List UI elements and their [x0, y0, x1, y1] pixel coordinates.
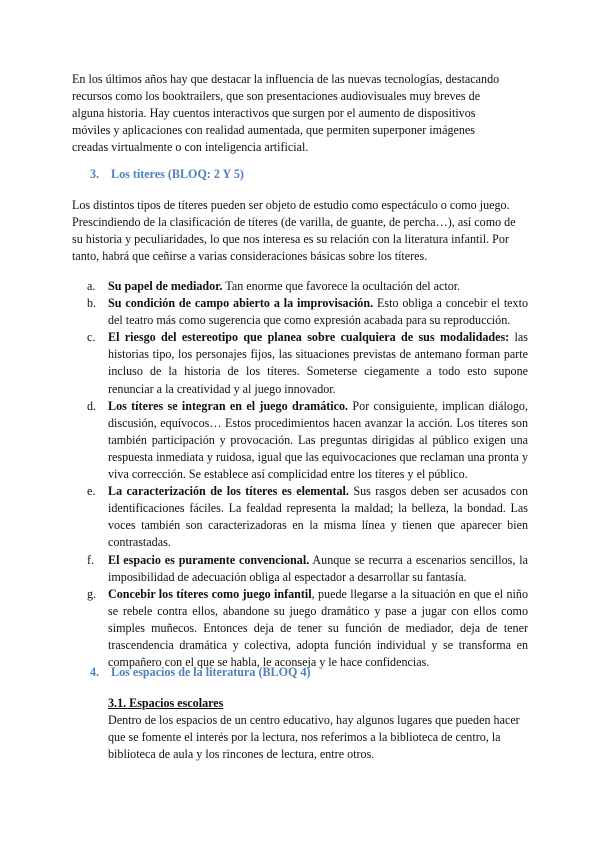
- subsection-line: Dentro de los espacios de un centro educativo, hay algunos lugares que pueden hacer: [108, 713, 520, 728]
- list-marker: f.: [87, 552, 95, 567]
- list-item-bold: Su condición de campo abierto a la improvisación.: [108, 296, 374, 311]
- paragraph-line: Los distintos tipos de títeres pueden ser objeto de estudio como espectáculo o como juego.: [72, 198, 510, 212]
- intro-line: móviles y aplicaciones con realidad aumentada, que permiten superponer imágenes: [72, 123, 475, 138]
- list-item: [87, 398, 528, 483]
- intro-line: En los últimos años hay que destacar la influencia de las nuevas tecnologías, destacando: [72, 72, 500, 86]
- list-item: [87, 586, 528, 671]
- list-item: [87, 483, 528, 551]
- section-4-heading: [90, 664, 311, 681]
- list-item-bold: Su papel de mediador.: [108, 279, 223, 293]
- list-marker: g.: [87, 586, 97, 601]
- list-item: [87, 295, 528, 329]
- list-item-bold: La caracterización de los títeres es elemental.: [108, 484, 349, 499]
- intro-paragraph: [72, 71, 532, 156]
- list-item: [87, 278, 528, 295]
- subsection-3-1: [108, 695, 528, 763]
- list-item-text: Por consiguiente, implican diálogo, discusión, equívocos… Estos procedimientos hacen avanzar la acción. Los títeres son también participación y provocación. Las preguntas dirigidas al público exigen una respuesta inmediata y ruidosa, igual que las equivocaciones que reclaman una pronta y viva corrección. Se establece así complicidad entre los títeres y el público.: [108, 398, 528, 482]
- list-item-text: las historias tipo, los personajes fijos, las situaciones previstas de antemano forman parte incluso de la historia de los títeres. Someterse ciegamente a todo esto supone renunciar a la creatividad y al juego innovador.: [108, 330, 528, 396]
- list-marker: e.: [87, 484, 96, 499]
- list-item-bold: Los títeres se integran en el juego dramático.: [108, 398, 349, 413]
- list-item-text: Esto obliga a concebir el texto del teatro más como sugerencia que como expresión acabada para su reproducción.: [108, 296, 529, 328]
- intro-line: recursos como los booktrailers, que son presentaciones audiovisuales muy breves de: [72, 89, 481, 104]
- intro-line: creadas virtualmente o con inteligencia artificial.: [72, 140, 309, 155]
- list-marker: b.: [87, 296, 97, 311]
- list-item-text: Tan enorme que favorece la ocultación del actor.: [222, 279, 461, 293]
- subsection-line: que se fomente el interés por la lectura, nos referimos a la biblioteca de centro, la: [108, 730, 501, 745]
- section-title: Los espacios de la literatura (BLOQ 4): [111, 665, 311, 679]
- list-item: [87, 552, 528, 586]
- section-title: Los títeres (BLOQ: 2 Y 5): [111, 167, 244, 181]
- list-item: [87, 329, 528, 397]
- paragraph-line: tanto, habrá que ceñirse a varias consideraciones básicas sobre los títeres.: [72, 249, 428, 264]
- considerations-list: [87, 278, 528, 671]
- section-number: 3.: [90, 167, 100, 181]
- list-item-text: Sus rasgos deben ser acusados con identificaciones fáciles. La fealdad representa la maldad; la belleza, la bondad. Las voces también son caracterizadoras en la misma línea y tienen que aparecer bien contrastadas.: [108, 484, 528, 550]
- titeres-paragraph: [72, 197, 528, 265]
- paragraph-line: Prescindiendo de la clasificación de títeres (de varilla, de guante, de percha…), así como de: [72, 215, 516, 230]
- subsection-title: 3.1. Espacios escolares: [108, 696, 224, 710]
- subsection-line: biblioteca de aula y los rincones de lectura, entre otros.: [108, 747, 375, 762]
- list-item-bold: Concebir los títeres como juego infantil: [108, 586, 312, 601]
- list-marker: d.: [87, 398, 97, 413]
- list-item-bold: El riesgo del estereotipo que planea sobre cualquiera de sus modalidades:: [108, 330, 510, 345]
- list-item-text: Aunque se recurra a escenarios sencillos, la imposibilidad de adecuación obliga al espectador a desarrollar su fantasía.: [108, 552, 528, 584]
- intro-line: alguna historia. Hay cuentos interactivos que surgen por el aumento de dispositivos: [72, 106, 476, 121]
- section-number: 4.: [90, 665, 100, 679]
- list-item-bold: El espacio es puramente convencional.: [108, 552, 310, 567]
- list-marker: a.: [87, 279, 96, 293]
- section-3-heading: [90, 166, 244, 183]
- list-item-text: , puede llegarse a la situación en que el niño se rebele contra ellos, abandone su juego dramático y pase a jugar con ellos como simples muñecos. Entonces deja de tener su función de mediador, deja de tener trascendencia dramática y colectiva, adopta función individual y se transforma en compañero con el que se habla, le aconseja y le hace confidencias.: [108, 586, 528, 670]
- list-marker: c.: [87, 330, 96, 345]
- paragraph-line: su historia y peculiaridades, lo que nos interesa es su relación con la literatura infantil. Por: [72, 232, 509, 247]
